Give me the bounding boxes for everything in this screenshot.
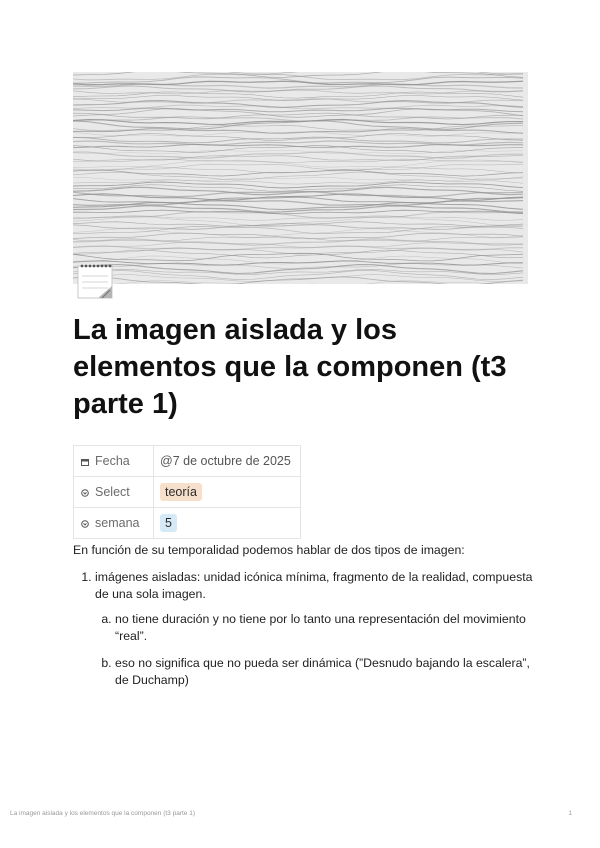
property-row-select xyxy=(74,477,301,508)
properties-table xyxy=(73,445,301,539)
property-key: Select xyxy=(95,484,130,499)
week-tag: 5 xyxy=(160,514,177,532)
property-value-cell[interactable] xyxy=(154,446,301,477)
sub-list-item: b. eso no significa que no pueda ser dinámica (”Desnudo bajando la escalera”, de Duchamp) xyxy=(115,655,533,689)
notepad-icon xyxy=(76,260,116,300)
date-value: @7 de octubre de 2025 xyxy=(160,454,291,468)
property-row-fecha xyxy=(74,446,301,477)
intro-paragraph: En función de su temporalidad podemos hablar de dos tipos de imagen: xyxy=(73,543,465,557)
list-item xyxy=(95,569,533,689)
property-key: semana xyxy=(95,515,140,530)
property-row-semana xyxy=(74,508,301,539)
sub-list-item: a. no tiene duración y no tiene por lo tanto una representación del movimiento “real”. xyxy=(115,611,533,645)
select-icon xyxy=(81,517,89,531)
page-number: 1 xyxy=(568,810,572,817)
page-content xyxy=(73,542,533,699)
calendar-icon xyxy=(81,455,89,469)
cover-image xyxy=(73,72,528,284)
texture-image xyxy=(73,72,528,284)
select-tag: teoría xyxy=(160,483,202,501)
property-value-cell[interactable] xyxy=(154,477,301,508)
property-value-cell[interactable] xyxy=(154,508,301,539)
page-title: La imagen aislada y los elementos que la componen (t3 parte 1) xyxy=(73,314,507,420)
footer-title: La imagen aislada y los elementos que la componen (t3 parte 1) xyxy=(10,810,195,817)
list-item-text: imágenes aisladas: unidad icónica mínima, fragmento de la realidad, compuesta de una sola imagen. xyxy=(95,570,533,601)
sub-list xyxy=(95,611,533,689)
property-key: Fecha xyxy=(95,453,130,468)
numbered-list xyxy=(73,569,533,689)
select-icon xyxy=(81,486,89,500)
page-footer xyxy=(0,810,600,822)
